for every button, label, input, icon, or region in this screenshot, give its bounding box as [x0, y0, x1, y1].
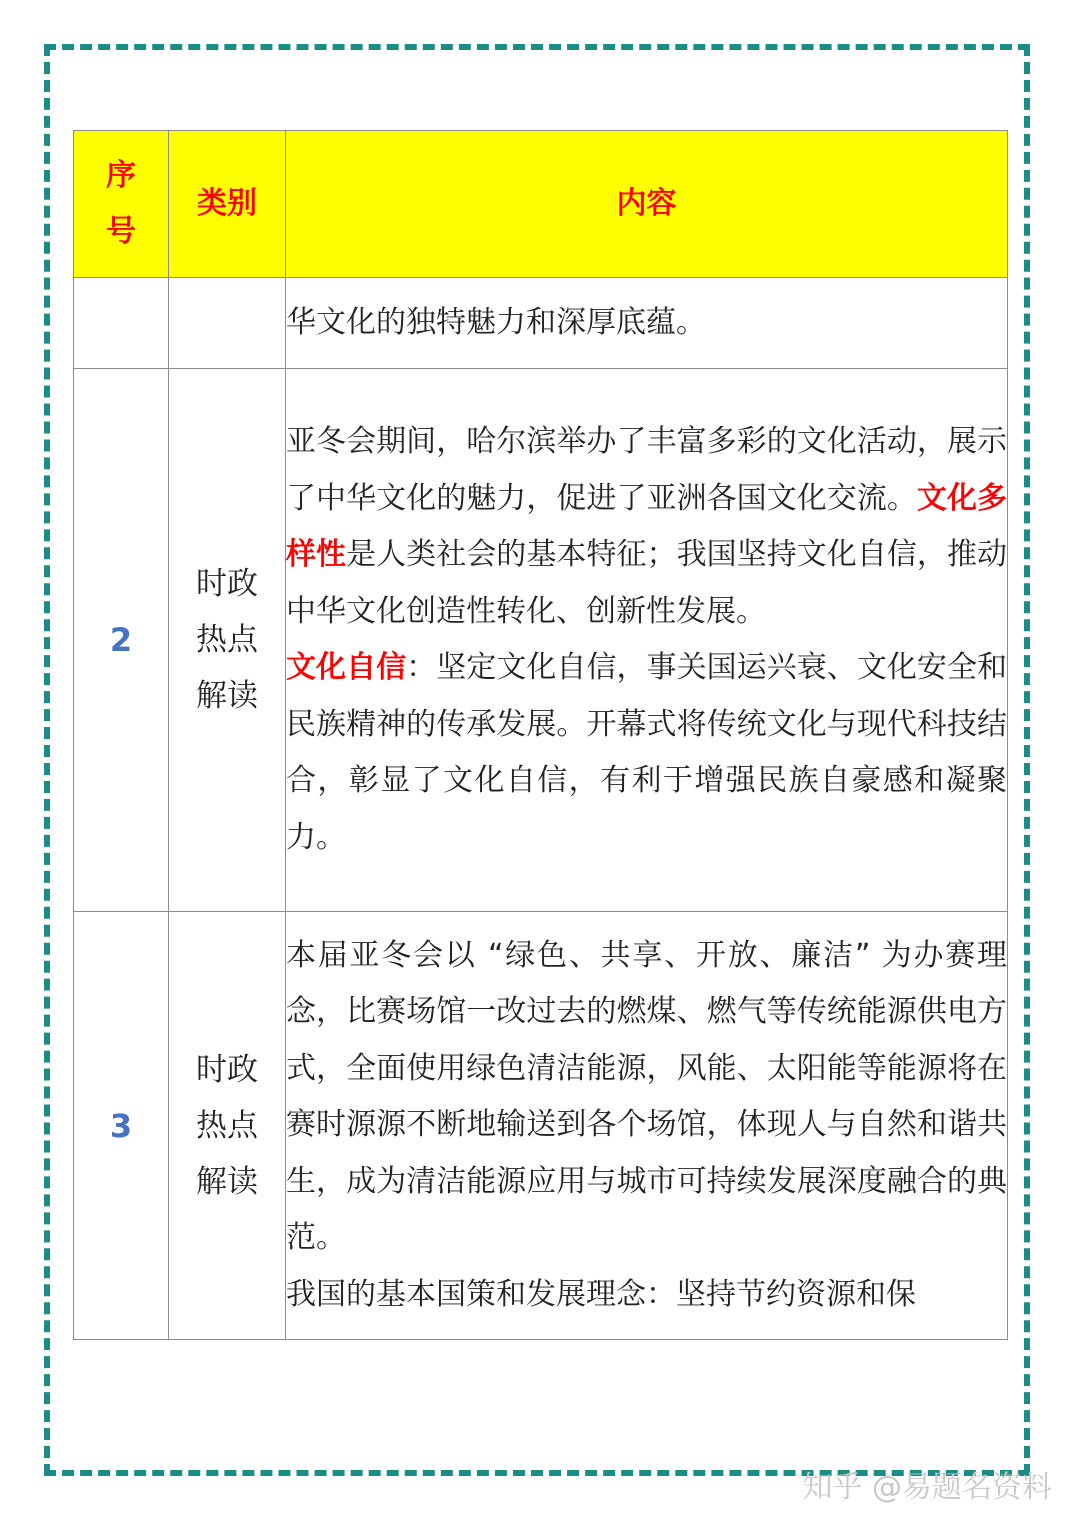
header-category: 类别 [169, 131, 286, 278]
row-content [286, 369, 1008, 912]
highlight-term: 文化多样性 [286, 480, 1008, 572]
paragraph [286, 414, 1007, 640]
header-content: 内容 [286, 131, 1008, 278]
watermark: 知乎 @易题名资料 [802, 1470, 1052, 1505]
text-segment: 亚冬会期间，哈尔滨举办了丰富多彩的文化活动，展示了中华文化的魅力，促进了亚洲各国文化交流。 [286, 424, 1007, 516]
row-content [286, 912, 1008, 1340]
table-row [74, 278, 1008, 369]
paragraph: 我国的基本国策和发展理念：坚持节约资源和保 [286, 1276, 916, 1312]
paragraph [286, 640, 1007, 866]
content-table [73, 130, 1008, 1340]
row-category: 时政 热点 解读 [169, 912, 286, 1340]
row-index: 2 [74, 369, 169, 912]
table-row [74, 912, 1008, 1340]
row-index: 3 [74, 912, 169, 1340]
row-content: 华文化的独特魅力和深厚底蕴。 [286, 278, 1008, 369]
header-index: 序 号 [74, 131, 169, 278]
row-index [74, 278, 169, 369]
text-segment: ：坚定文化自信，事关国运兴衰、文化安全和民族精神的传承发展。开幕式将传统文化与现代科技结合，彰显了文化自信，有利于增强民族自豪感和凝聚力。 [286, 650, 1008, 855]
row-category: 时政 热点 解读 [169, 369, 286, 912]
highlight-term: 文化自信 [286, 650, 407, 685]
paragraph: 本届亚冬会以 “绿色、共享、开放、廉洁” 为办赛理念，比赛场馆一改过去的燃煤、燃气等传统能源供电方式，全面使用绿色清洁能源，风能、太阳能等能源将在赛时源源不断地输送到各个场馆，体现人与自然和谐共生，成为清洁能源应用与城市可持续发展深度融合的典范。 [286, 937, 1007, 1256]
table-row [74, 369, 1008, 912]
header-row [74, 131, 1008, 278]
text-segment: 是人类社会的基本特征；我国坚持文化自信，推动中华文化创造性转化、创新性发展。 [286, 537, 1008, 629]
row-category [169, 278, 286, 369]
